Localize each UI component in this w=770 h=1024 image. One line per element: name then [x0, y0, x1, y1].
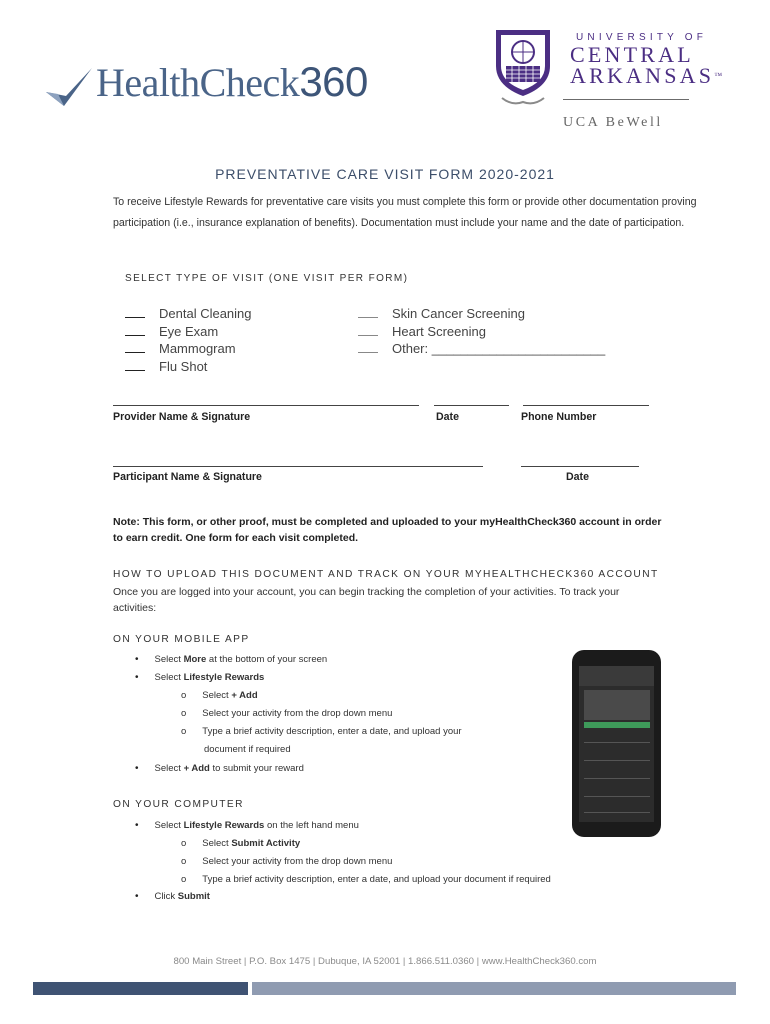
mobile-app-heading: ON YOUR MOBILE APP [113, 634, 250, 645]
visit-option-other[interactable]: Other: ________________________ [358, 340, 605, 358]
phone-screen-row [584, 812, 650, 813]
form-note: Note: This form, or other proof, must be completed and uploaded to your myHealthCheck360 account in order to earn credit. One form for each visit completed. [113, 516, 662, 544]
visit-options-left [125, 305, 252, 375]
visit-option-heart[interactable]: Heart Screening [358, 323, 605, 341]
provider-date-label: Date [436, 411, 459, 423]
phone-screen-row [584, 796, 650, 797]
visit-options-right [358, 305, 605, 358]
provider-label: Provider Name & Signature [113, 411, 251, 423]
mobile-substep-3: o Type a brief activity description, enter a date, and upload your [181, 726, 462, 737]
visit-option-skin-cancer[interactable]: Skin Cancer Screening [358, 305, 605, 323]
mobile-step-2: • Select Lifestyle Rewards [135, 672, 265, 683]
uca-shield-icon [492, 26, 554, 108]
computer-step-2: • Click Submit [135, 891, 210, 902]
mobile-substep-1: o Select + Add [181, 690, 258, 701]
upload-instructions-intro: Once you are logged into your account, you can begin tracking the completion of your activities. To track your activities: [113, 586, 620, 614]
uca-logo-line2: CENTRAL [570, 42, 694, 67]
computer-heading: ON YOUR COMPUTER [113, 799, 244, 810]
provider-date-line[interactable] [434, 405, 509, 406]
phone-screen-photo [584, 690, 650, 720]
visit-option-flu[interactable]: Flu Shot [125, 358, 252, 376]
phone-screen-row [584, 778, 650, 779]
visit-option-mammogram[interactable]: Mammogram [125, 340, 252, 358]
computer-step-1: • Select Lifestyle Rewards on the left hand menu [135, 820, 359, 831]
mobile-step-3: • Select + Add to submit your reward [135, 763, 304, 774]
form-intro: To receive Lifestyle Rewards for preventative care visits you must complete this form or provide other documentation proving participation (i.e., insurance explanation of benefits). Documentation must include your name and the date of participation. [113, 196, 697, 229]
computer-substep-3: o Type a brief activity description, enter a date, and upload your document if required [181, 874, 551, 885]
computer-substep-2: o Select your activity from the drop down menu [181, 856, 393, 867]
footer-bar-slate [252, 982, 736, 995]
mobile-substep-3-cont: document if required [204, 744, 291, 755]
phone-number-line[interactable] [523, 405, 649, 406]
form-title: PREVENTATIVE CARE VISIT FORM 2020-2021 [215, 166, 555, 182]
healthcheck360-logo: HealthCheck360 [96, 58, 368, 105]
footer-bar-navy [33, 982, 248, 995]
upload-instructions-heading: HOW TO UPLOAD THIS DOCUMENT AND TRACK ON YOUR MYHEALTHCHECK360 ACCOUNT [113, 569, 659, 580]
uca-divider [563, 99, 689, 100]
participant-signature-line[interactable] [113, 466, 483, 467]
uca-logo-line3: ARKANSAS™ [570, 63, 726, 88]
mobile-step-1: • Select More at the bottom of your screen [135, 654, 328, 665]
participant-date-line[interactable] [521, 466, 639, 467]
phone-screen-row [584, 760, 650, 761]
phone-screen-header [579, 666, 654, 686]
mobile-substep-2: o Select your activity from the drop down menu [181, 708, 393, 719]
healthcheck-checkmark-icon [44, 66, 96, 110]
participant-label: Participant Name & Signature [113, 471, 262, 483]
uca-bewell-label: UCA BeWell [563, 115, 663, 130]
phone-screen-progress [584, 722, 650, 728]
phone-label: Phone Number [521, 411, 597, 423]
uca-logo-line1: UNIVERSITY OF [576, 32, 708, 43]
provider-signature-line[interactable] [113, 405, 419, 406]
footer-address: 800 Main Street | P.O. Box 1475 | Dubuque, IA 52001 | 1.866.511.0360 | www.HealthCheck360.com [173, 956, 597, 967]
visit-option-eye[interactable]: Eye Exam [125, 323, 252, 341]
participant-date-label: Date [566, 471, 589, 483]
computer-substep-1: o Select Submit Activity [181, 838, 301, 849]
visit-option-dental[interactable]: Dental Cleaning [125, 305, 252, 323]
phone-screen-row [584, 742, 650, 743]
visit-type-heading: SELECT TYPE OF VISIT (ONE VISIT PER FORM) [125, 273, 409, 284]
